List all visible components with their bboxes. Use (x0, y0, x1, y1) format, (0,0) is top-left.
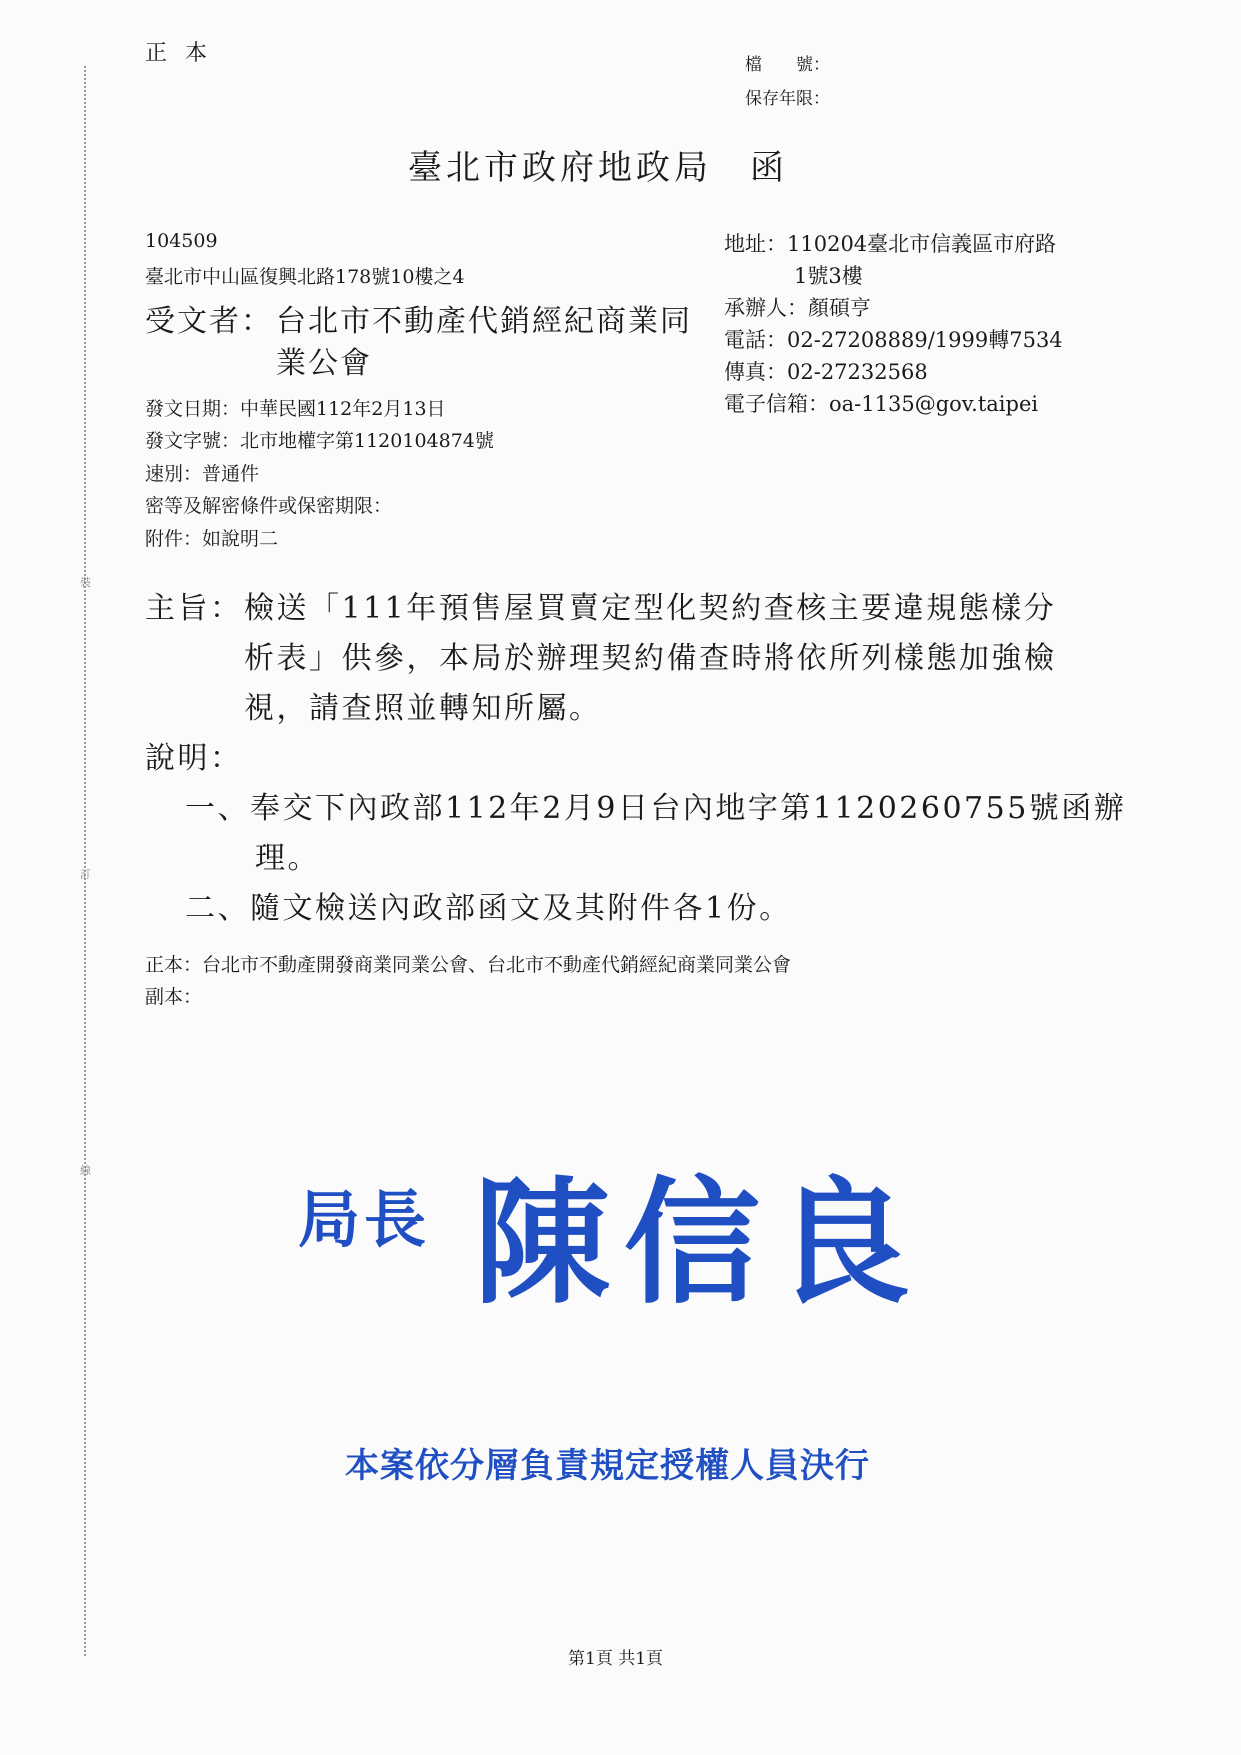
phone: 電話：02-27208889/1999轉7534 (724, 328, 1063, 352)
binding-line (84, 66, 86, 1656)
binding-mark: 裝 (80, 576, 91, 589)
copy-type: 正本 (145, 41, 226, 66)
document-number: 發文字號：北市地權字第1120104874號 (145, 430, 494, 452)
explanation-item2: 二、隨文檢送內政部函文及其附件各1份。 (185, 891, 792, 926)
subject-label: 主旨： (145, 591, 243, 626)
explanation-item1-line1: 一、奉交下內政部112年2月9日台內地字第1120260755號函辦 (185, 791, 1127, 826)
recipient-address: 臺北市中山區復興北路178號10樓之4 (145, 266, 465, 288)
director-title-seal: 局長 (298, 1183, 431, 1256)
fax: 傳真：02-27232568 (724, 360, 928, 384)
document-title: 臺北市政府地政局 函 (408, 148, 788, 188)
retention-label: 保存年限： (745, 89, 830, 109)
recipient-label: 受文者： (145, 304, 273, 339)
secrecy-level: 密等及解密條件或保密期限： (145, 495, 393, 517)
handler: 承辦人：顏碩亨 (724, 296, 871, 320)
file-number-label: 檔 號： (745, 55, 830, 75)
director-name-seal: 陳信良 (474, 1163, 924, 1323)
attachment: 附件：如說明二 (145, 528, 279, 550)
explanation-label: 說明： (145, 741, 243, 776)
subject-line1: 檢送「111年預售屋買賣定型化契約查核主要違規態樣分 (244, 591, 1057, 626)
issue-date: 發文日期：中華民國112年2月13日 (145, 398, 446, 420)
recipient-name-line1: 台北市不動產代銷經紀商業同 (276, 304, 692, 339)
subject-line3: 視，請查照並轉知所屬。 (244, 691, 602, 726)
explanation-item1-line2: 理。 (255, 841, 320, 876)
recipient-name-line2: 業公會 (276, 346, 372, 381)
binding-mark: 訂 (80, 868, 91, 881)
subject-line2: 析表」供參，本局於辦理契約備查時將依所列樣態加強檢 (244, 641, 1057, 676)
original-recipients: 正本：台北市不動產開發商業同業公會、台北市不動產代銷經紀商業同業公會 (145, 954, 792, 976)
sender-address-line1: 地址：110204臺北市信義區市府路 (724, 232, 1057, 256)
page-number: 第1頁 共1頁 (568, 1649, 664, 1669)
email: 電子信箱：oa-1135@gov.taipei (724, 392, 1039, 416)
postal-code: 104509 (145, 230, 218, 252)
speed-category: 速別：普通件 (145, 463, 260, 485)
copy-recipients: 副本： (145, 986, 203, 1008)
binding-mark: 線 (80, 1164, 91, 1177)
delegation-stamp: 本案依分層負責規定授權人員決行 (345, 1446, 870, 1486)
sender-address-line2: 1號3樓 (794, 264, 863, 288)
